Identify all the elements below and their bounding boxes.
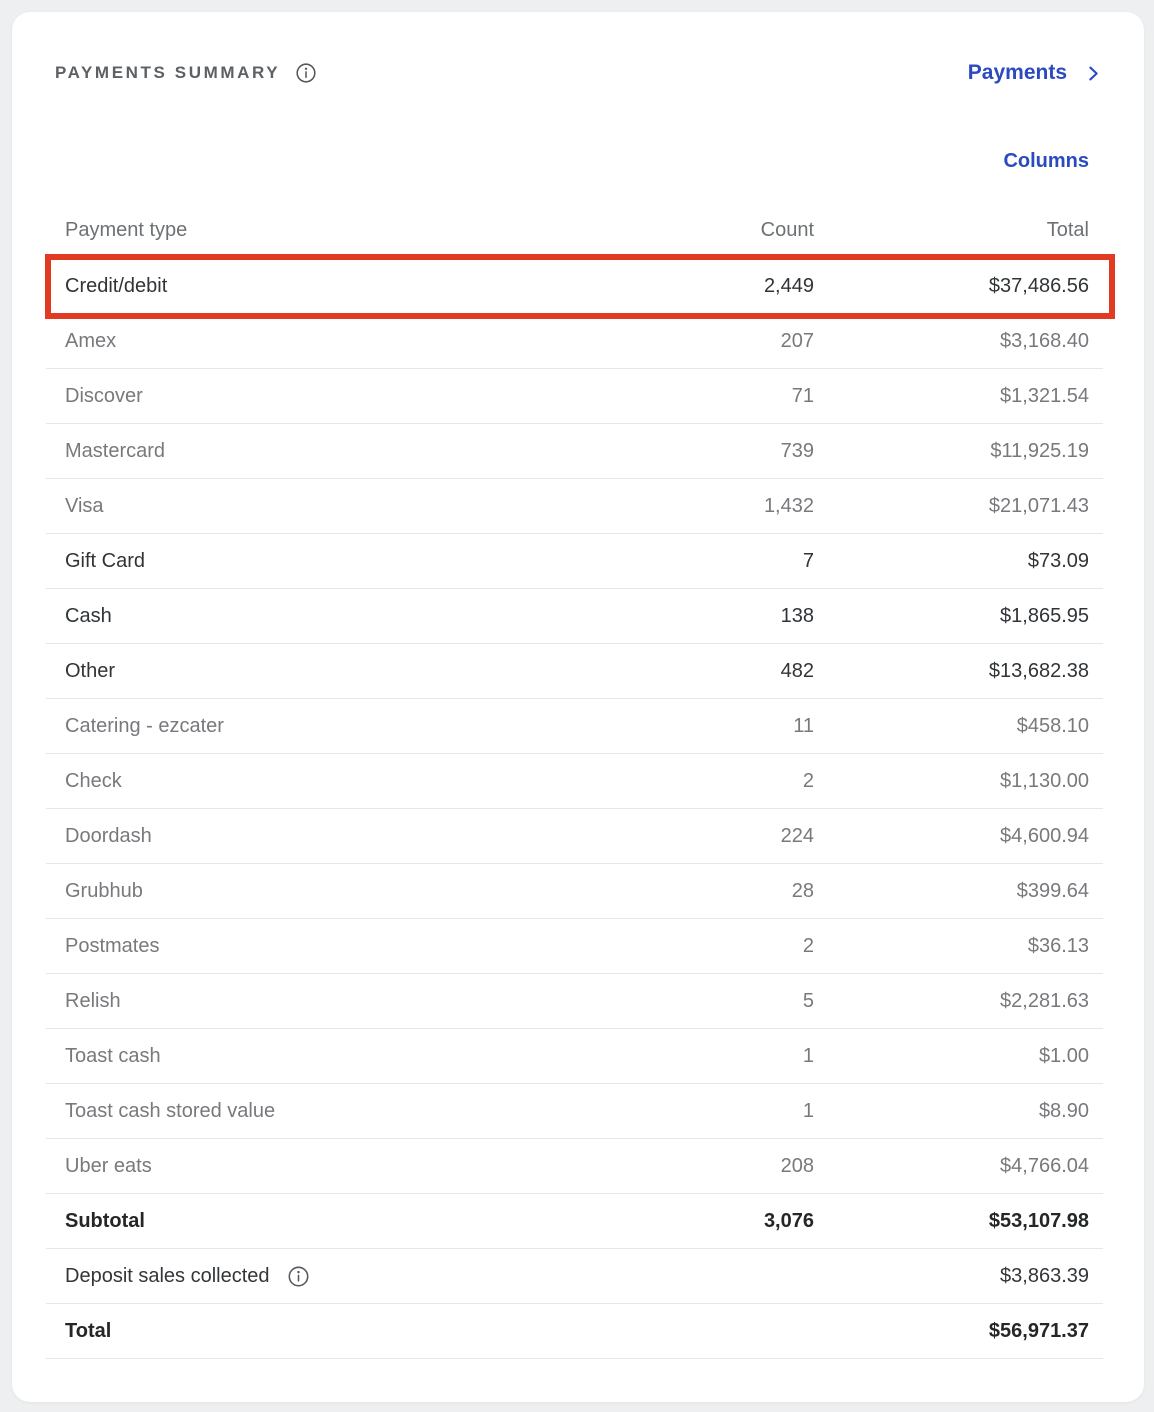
table-row xyxy=(46,754,1103,809)
payment-count-cell: 1,432 xyxy=(763,494,814,517)
payment-total-cell: $21,071.43 xyxy=(988,494,1089,517)
table-row xyxy=(46,809,1103,864)
payment-count-cell: 71 xyxy=(791,384,814,407)
payment-total-cell: $36.13 xyxy=(1027,934,1089,957)
table-row[interactable] xyxy=(46,589,1103,644)
payment-type-label: Catering - ezcater xyxy=(65,714,224,737)
payment-total-cell: $56,971.37 xyxy=(988,1319,1089,1342)
table-row xyxy=(46,864,1103,919)
payment-count-cell: 2 xyxy=(802,769,814,792)
payment-type-label: Other xyxy=(65,659,116,682)
payment-type-cell xyxy=(46,440,664,463)
payment-total-cell: $11,925.19 xyxy=(990,439,1089,462)
table-row[interactable] xyxy=(46,259,1103,314)
payment-total-cell: $73.09 xyxy=(1027,549,1089,572)
payment-type-label: Discover xyxy=(65,384,143,407)
payment-count-cell: 7 xyxy=(802,549,814,572)
table-row[interactable] xyxy=(46,644,1103,699)
payment-type-cell xyxy=(46,1100,664,1123)
payment-type-label: Doordash xyxy=(65,824,152,847)
payment-type-label: Credit/debit xyxy=(65,274,168,297)
table-row xyxy=(46,369,1103,424)
table-row xyxy=(46,1304,1103,1359)
payment-total-cell: $37,486.56 xyxy=(988,274,1089,297)
payment-total-cell: $4,766.04 xyxy=(1000,1154,1089,1177)
table-row xyxy=(46,479,1103,534)
chevron-right-icon xyxy=(1084,64,1103,83)
table-row xyxy=(46,1029,1103,1084)
payments-table xyxy=(46,202,1103,1359)
payment-type-label: Visa xyxy=(65,494,104,517)
info-icon[interactable] xyxy=(295,62,317,84)
table-row xyxy=(46,919,1103,974)
payment-count-cell: 28 xyxy=(791,879,814,902)
payment-total-cell: $1.00 xyxy=(1038,1044,1089,1067)
payment-type-cell xyxy=(46,880,664,903)
payment-count-cell: 208 xyxy=(780,1154,814,1177)
table-header-row xyxy=(46,202,1103,259)
table-row xyxy=(46,314,1103,369)
info-icon[interactable] xyxy=(287,1265,310,1288)
payment-type-label: Mastercard xyxy=(65,439,166,462)
card-header xyxy=(55,60,1103,86)
payment-type-cell xyxy=(46,770,664,793)
payment-type-label: Check xyxy=(65,769,122,792)
payments-link[interactable] xyxy=(968,61,1103,85)
payment-type-cell xyxy=(46,385,664,408)
payment-type-label: Gift Card xyxy=(65,549,146,572)
payments-link-label: Payments xyxy=(967,61,1067,84)
payment-type-label: Grubhub xyxy=(65,879,143,902)
payment-type-cell xyxy=(46,715,664,738)
payment-total-cell: $13,682.38 xyxy=(988,659,1089,682)
payment-type-cell xyxy=(46,495,664,518)
payment-total-cell: $3,863.39 xyxy=(1000,1264,1089,1287)
payment-type-cell xyxy=(46,1210,664,1233)
payment-type-cell xyxy=(46,550,664,573)
table-row xyxy=(46,1249,1103,1304)
payment-count-cell: 207 xyxy=(780,329,814,352)
title-wrap xyxy=(55,62,317,84)
payment-type-label: Uber eats xyxy=(65,1154,152,1177)
payment-count-cell: 1 xyxy=(802,1044,814,1067)
table-row xyxy=(46,424,1103,479)
payment-type-label: Cash xyxy=(65,604,112,627)
payment-count-cell: 2 xyxy=(802,934,814,957)
column-header-payment-type: Payment type xyxy=(65,218,188,241)
payment-type-label: Deposit sales collected xyxy=(65,1264,270,1287)
payment-count-cell: 3,076 xyxy=(763,1209,814,1232)
table-row xyxy=(46,1194,1103,1249)
payment-total-cell: $1,865.95 xyxy=(1000,604,1089,627)
payment-type-cell xyxy=(46,825,664,848)
payment-type-label: Postmates xyxy=(65,934,160,957)
payment-type-cell xyxy=(46,330,664,353)
payment-type-label: Total xyxy=(65,1319,112,1342)
payment-type-cell xyxy=(46,990,664,1013)
payment-type-cell xyxy=(46,1045,664,1068)
payment-total-cell: $8.90 xyxy=(1038,1099,1089,1122)
columns-row xyxy=(46,150,1103,173)
payment-type-cell xyxy=(46,605,664,628)
payment-total-cell: $458.10 xyxy=(1016,714,1089,737)
payment-count-cell: 482 xyxy=(780,659,814,682)
payment-type-label: Relish xyxy=(65,989,121,1012)
payment-type-cell xyxy=(46,935,664,958)
table-row[interactable] xyxy=(46,534,1103,589)
column-header-count: Count xyxy=(760,218,814,241)
payment-type-label: Toast cash stored value xyxy=(65,1099,276,1122)
payment-count-cell: 11 xyxy=(793,714,814,737)
columns-link[interactable]: Columns xyxy=(1003,150,1089,172)
table-body xyxy=(46,259,1103,1359)
page-title: PAYMENTS SUMMARY xyxy=(55,63,281,82)
payment-type-cell xyxy=(46,275,664,298)
payment-type-cell xyxy=(46,660,664,683)
payment-type-label: Toast cash xyxy=(65,1044,161,1067)
table-row xyxy=(46,1139,1103,1194)
payment-type-label: Amex xyxy=(65,329,117,352)
payment-count-cell: 224 xyxy=(780,824,814,847)
payment-count-cell: 1 xyxy=(802,1099,814,1122)
payment-type-cell xyxy=(46,1265,664,1288)
payment-count-cell: 739 xyxy=(780,439,814,462)
payment-type-cell xyxy=(46,1320,664,1343)
table-row xyxy=(46,1084,1103,1139)
table-row xyxy=(46,699,1103,754)
payment-total-cell: $2,281.63 xyxy=(1000,989,1089,1012)
payment-total-cell: $53,107.98 xyxy=(988,1209,1089,1232)
payment-total-cell: $3,168.40 xyxy=(1000,329,1089,352)
payment-type-cell xyxy=(46,1155,664,1178)
payment-total-cell: $1,321.54 xyxy=(1000,384,1089,407)
payment-count-cell: 138 xyxy=(780,604,814,627)
payment-count-cell: 2,449 xyxy=(763,274,814,297)
payments-summary-card xyxy=(12,12,1144,1402)
payment-count-cell: 5 xyxy=(802,989,814,1012)
table-row xyxy=(46,974,1103,1029)
payment-type-label: Subtotal xyxy=(65,1209,145,1232)
payment-total-cell: $4,600.94 xyxy=(1000,824,1089,847)
payment-total-cell: $399.64 xyxy=(1016,879,1089,902)
column-header-total: Total xyxy=(1046,218,1089,241)
payment-total-cell: $1,130.00 xyxy=(1000,769,1089,792)
